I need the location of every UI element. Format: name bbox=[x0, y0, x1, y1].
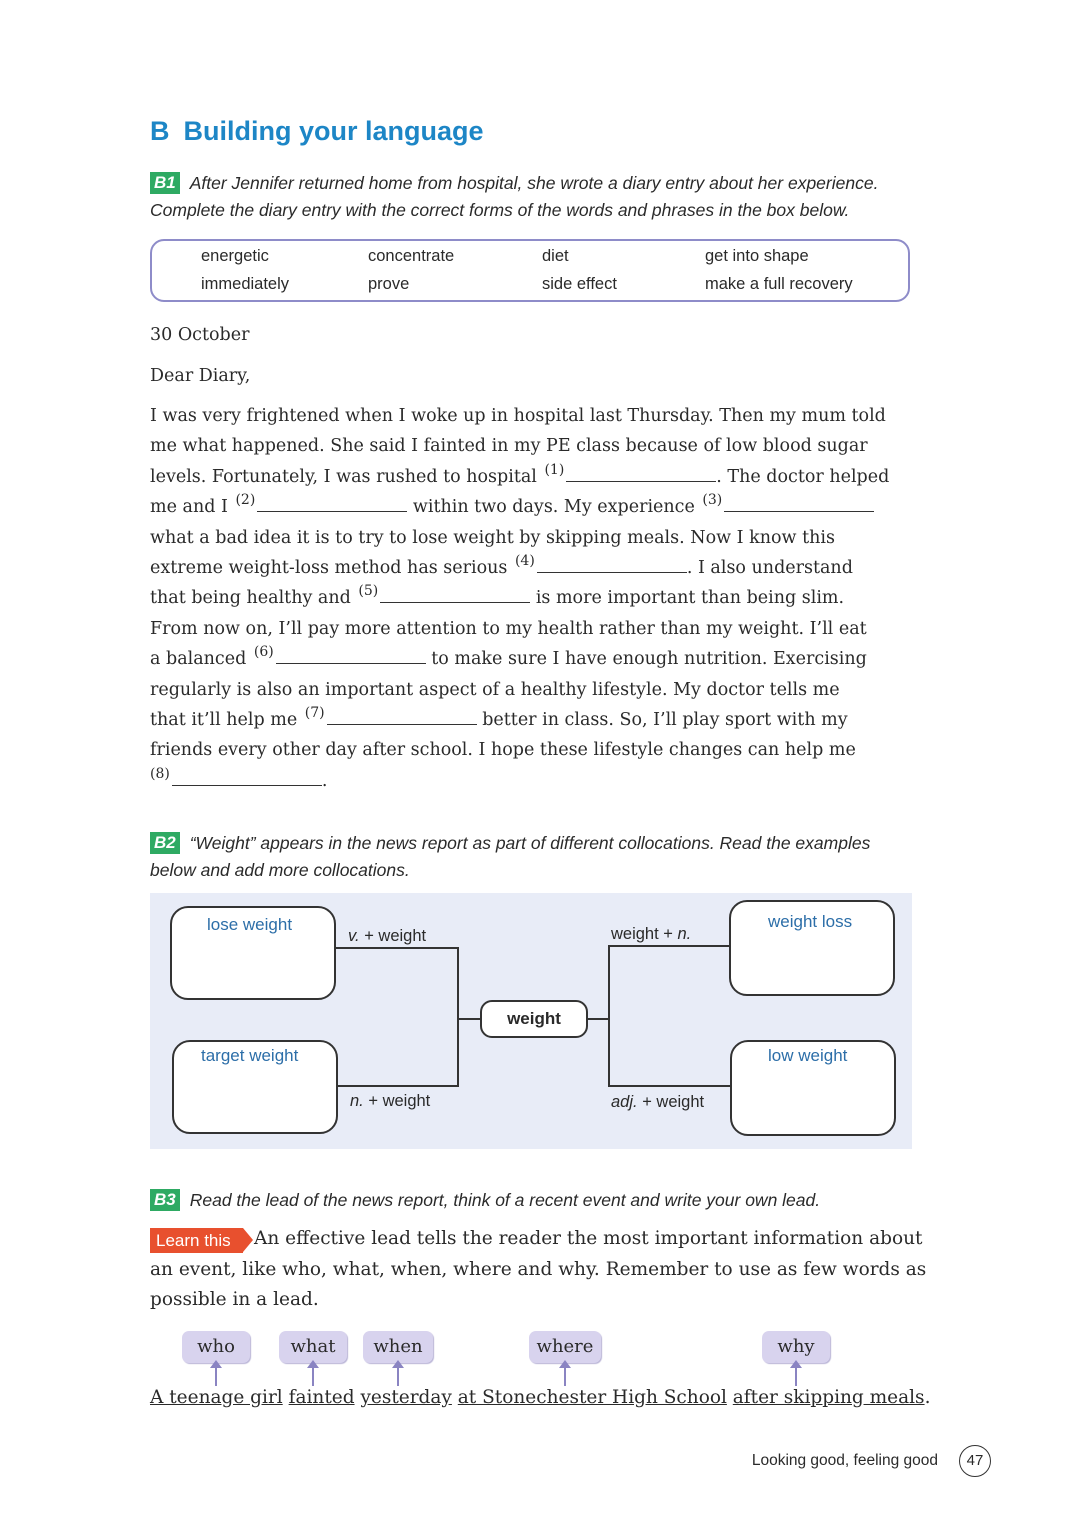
answer-blank[interactable] bbox=[257, 497, 407, 512]
blank-number: (2) bbox=[235, 492, 256, 508]
learn-text-line1: An effective lead tells the reader the most important information about bbox=[254, 1228, 923, 1249]
diary-line: regularly is also an important aspect of a healthy lifestyle. My doctor tells me bbox=[150, 680, 840, 700]
lead-tag-when: when bbox=[363, 1331, 433, 1363]
connector-line bbox=[608, 1085, 730, 1087]
blank-number: (1) bbox=[544, 462, 565, 478]
up-arrow-icon bbox=[795, 1366, 797, 1386]
blank-number: (8) bbox=[150, 766, 170, 782]
connector-line bbox=[608, 945, 610, 1087]
section-heading bbox=[150, 116, 484, 147]
b3-badge: B3 bbox=[150, 1189, 180, 1211]
learn-text-line2: an event, like who, what, when, where and why. Remember to use as few words as bbox=[150, 1259, 927, 1280]
answer-blank[interactable] bbox=[380, 588, 530, 603]
word-item: energetic bbox=[201, 247, 269, 265]
diary-greeting: Dear Diary, bbox=[150, 366, 251, 386]
collocation-example: lose weight bbox=[207, 915, 293, 934]
lead-tag-where: where bbox=[529, 1331, 601, 1363]
diary-line: me and I $^{(2)}$ within two days. My experience $^{(3)}$ bbox=[150, 497, 874, 517]
up-arrow-icon bbox=[397, 1366, 399, 1386]
answer-blank[interactable] bbox=[724, 497, 874, 512]
connector-line bbox=[338, 1085, 458, 1087]
lead-who: A teenage girl bbox=[150, 1387, 283, 1408]
blank-number: (7) bbox=[304, 705, 325, 721]
connector-label: weight + n. bbox=[611, 925, 692, 943]
connector-line bbox=[336, 947, 458, 949]
diary-line: levels. Fortunately, I was rushed to hospital $^{(1)}$ . The doctor helped bbox=[150, 462, 890, 487]
collocation-example: target weight bbox=[201, 1046, 299, 1065]
answer-blank[interactable] bbox=[327, 710, 477, 725]
up-arrow-icon bbox=[215, 1366, 217, 1386]
collocation-example: low weight bbox=[768, 1046, 848, 1065]
diary-line: that being healthy and $^{(5)}$ is more important than being slim. bbox=[150, 583, 845, 608]
lead-where: at Stonechester High School bbox=[457, 1387, 727, 1408]
connector-label: v. + weight bbox=[348, 927, 427, 945]
page-number: 47 bbox=[959, 1445, 991, 1477]
center-word-box: weight bbox=[480, 1000, 588, 1038]
b2-badge: B2 bbox=[150, 832, 180, 854]
b3-instruction bbox=[150, 1187, 820, 1214]
b2-instruction bbox=[150, 830, 870, 884]
lead-tag-who: who bbox=[182, 1331, 250, 1363]
lead-sentence: A teenage girl fainted yesterday at Stonechester High School after skipping meals. bbox=[150, 1387, 931, 1408]
diary-date: 30 October bbox=[150, 325, 250, 345]
connector-label: n. + weight bbox=[350, 1092, 431, 1110]
diary-line: me what happened. She said I fainted in my PE class because of low blood sugar bbox=[150, 436, 868, 456]
section-letter: B bbox=[150, 116, 170, 146]
diary-line: that it’ll help me $^{(7)}$ better in class. So, I’ll play sport with my bbox=[150, 705, 848, 730]
blank-number: (4) bbox=[514, 553, 535, 569]
diary-line: I was very frightened when I woke up in hospital last Thursday. Then my mum told bbox=[150, 406, 886, 426]
diary-line: a balanced $^{(6)}$ to make sure I have enough nutrition. Exercising bbox=[150, 644, 867, 669]
word-item: diet bbox=[542, 247, 569, 265]
connector-line bbox=[588, 1018, 609, 1020]
learn-this-tag: Learn this bbox=[150, 1228, 243, 1253]
lead-why: after skipping meals bbox=[732, 1387, 925, 1408]
diary-line: From now on, I’ll pay more attention to my health rather than my weight. I’ll eat bbox=[150, 619, 867, 639]
lead-when: yesterday bbox=[360, 1387, 452, 1408]
connector-line bbox=[458, 1018, 480, 1020]
blank-number: (5) bbox=[358, 583, 379, 599]
answer-blank[interactable] bbox=[537, 558, 687, 573]
answer-blank[interactable] bbox=[566, 467, 716, 482]
b1-instruction bbox=[150, 170, 878, 224]
lead-tag-what: what bbox=[279, 1331, 347, 1363]
blank-number: (3) bbox=[702, 492, 723, 508]
diary-line: $^{(8)}$ . bbox=[150, 766, 328, 791]
diary-line: what a bad idea it is to try to lose weight by skipping meals. Now I know this bbox=[150, 528, 835, 548]
word-item: immediately bbox=[201, 275, 290, 293]
b1-badge: B1 bbox=[150, 172, 180, 194]
diary-line: extreme weight-loss method has serious $^{(4)}$ . I also understand bbox=[150, 553, 853, 578]
lead-tag-why: why bbox=[762, 1331, 830, 1363]
footer-chapter-title: Looking good, feeling good bbox=[751, 1452, 938, 1469]
answer-blank[interactable] bbox=[172, 771, 322, 786]
word-box bbox=[150, 239, 910, 302]
up-arrow-icon bbox=[312, 1366, 314, 1386]
connector-line bbox=[457, 947, 459, 1087]
up-arrow-icon bbox=[564, 1366, 566, 1386]
collocation-example: weight loss bbox=[768, 912, 853, 931]
b2-instruction-line2: below and add more collocations. bbox=[150, 860, 410, 880]
connector-label: adj. + weight bbox=[611, 1093, 705, 1111]
connector-line bbox=[608, 945, 730, 947]
word-item: side effect bbox=[542, 275, 617, 293]
b2-instruction-line1: “Weight” appears in the news report as part of different collocations. Read the examples bbox=[189, 833, 871, 853]
collocation-diagram bbox=[150, 893, 912, 1149]
answer-blank[interactable] bbox=[276, 649, 426, 664]
blank-number: (6) bbox=[253, 644, 274, 660]
b1-instruction-line1: After Jennifer returned home from hospital, she wrote a diary entry about her experience. bbox=[189, 173, 879, 193]
word-item: make a full recovery bbox=[705, 275, 853, 293]
word-item: prove bbox=[368, 275, 410, 293]
word-item: concentrate bbox=[368, 247, 455, 265]
diary-line: friends every other day after school. I hope these lifestyle changes can help me bbox=[150, 740, 856, 760]
learn-text-line3: possible in a lead. bbox=[150, 1289, 319, 1310]
lead-what: fainted bbox=[288, 1387, 355, 1408]
section-title: Building your language bbox=[183, 116, 484, 146]
b1-instruction-line2: Complete the diary entry with the correct forms of the words and phrases in the box below. bbox=[150, 200, 850, 220]
b3-instruction-text: Read the lead of the news report, think of a recent event and write your own lead. bbox=[189, 1190, 821, 1210]
word-item: get into shape bbox=[705, 247, 809, 265]
